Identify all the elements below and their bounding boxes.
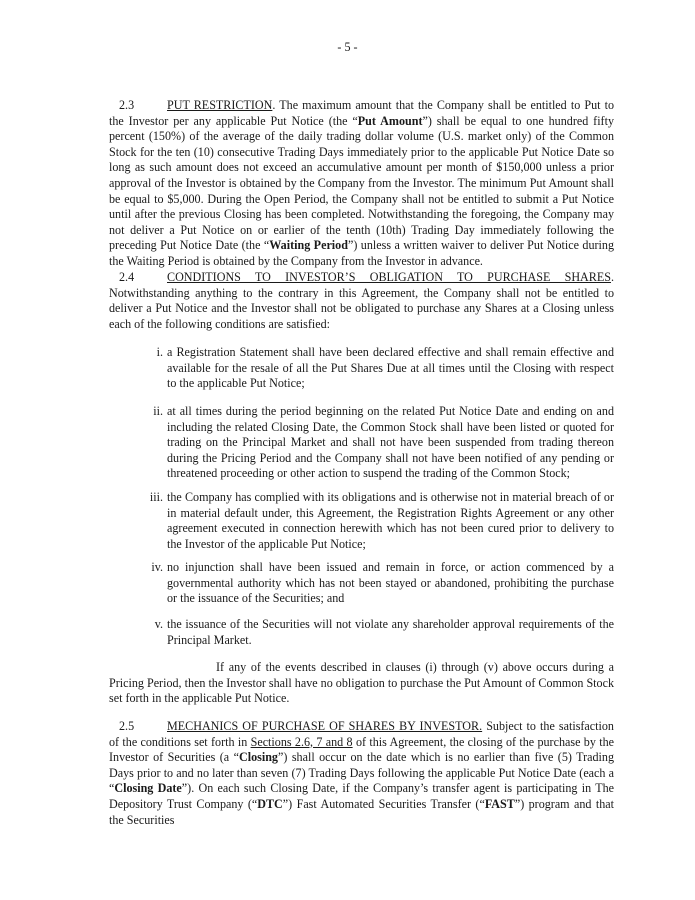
section-reference: Sections 2.6, 7 and 8: [250, 734, 353, 749]
conditions-consequence-paragraph: If any of the events described in clauses (i) through (v) above occurs during a Pricing Period, then the Investor shall have no obligation to purchase the Put Amount of Common Stock set forth in the applicable Put Notice.: [109, 660, 614, 706]
section-2-5: 2.5 MECHANICS OF PURCHASE OF SHARES BY INVESTOR. Subject to the satisfaction of the conditions set forth in Sections 2.6, 7 and 8 of this Agreement, the closing of the purchase by the Investor of Securities (a “Closing”) shall occur on the date which is no earlier than five (5) Trading Days prior to and no later than seven (7) Trading Days following the applicable Put Notice Date (each a “Closing Date”). On each such Closing Date, if the Company’s transfer agent is participating in The Depository Trust Company (“DTC”) Fast Automated Securities Transfer (“FAST”) program and that the Securities: [109, 719, 614, 827]
condition-text: at all times during the period beginning on the related Put Notice Date and ending on and including the related Closing Date, the Common Stock shall have been listed or quoted for trading on the Principal Market and shall not have been suspended from trading thereon during the Pricing Period and the Company shall not have been notified of any pending or threatened proceeding or other action to suspend the trading of the Common Stock;: [167, 404, 614, 481]
condition-text: the issuance of the Securities will not violate any shareholder approval requirements of the Principal Market.: [167, 617, 614, 647]
defined-term-fast: FAST: [484, 796, 515, 811]
section-number: 2.5: [119, 719, 135, 733]
section-number: 2.4: [119, 270, 135, 284]
condition-numeral: iii.: [149, 490, 163, 504]
page-number: - 5 -: [337, 40, 358, 54]
defined-term-put-amount: Put Amount: [357, 113, 423, 128]
section-number: 2.3: [119, 98, 135, 112]
section-2-4: 2.4 CONDITIONS TO INVESTOR’S OBLIGATION TO PURCHASE SHARES. Notwithstanding anything to the contrary in this Agreement, the Company shall not be entitled to deliver a Put Notice and the Investor shall not be obligated to purchase any Shares at a Closing unless each of the following conditions are satisfied:: [109, 270, 614, 331]
condition-text: a Registration Statement shall have been declared effective and shall remain effective and available for the resale of all the Put Shares Due at all times until the Closing with respect to the applicable Put Notice;: [167, 345, 614, 391]
condition-numeral: v.: [154, 617, 163, 631]
condition-text: no injunction shall have been issued and remain in force, or action commenced by a governmental authority which has not been stayed or abandoned, prohibiting the purchase or the issuance of the Securities; and: [167, 560, 614, 606]
condition-numeral: iv.: [151, 560, 163, 574]
condition-text: the Company has complied with its obligations and is otherwise not in material breach of or in material default under, this Agreement, the Registration Rights Agreement or any other agreement executed in connection herewith which has not been cured prior to delivery to the Investor of the applicable Put Notice;: [167, 490, 614, 551]
section-heading: CONDITIONS TO INVESTOR’S OBLIGATION TO PURCHASE SHARES: [167, 270, 611, 284]
condition-numeral: ii.: [153, 404, 163, 418]
section-2-3: 2.3 PUT RESTRICTION. The maximum amount that the Company shall be entitled to Put to the Investor per any applicable Put Notice (the “Put Amount”) shall be equal to one hundred fifty percent (150%) of the average of the daily trading dollar volume (U.S. market only) of the Common Stock for the ten (10) consecutive Trading Days immediately prior to the applicable Put Notice Date so long as such amount does not exceed an accumulative amount per month of $150,000 unless a prior approval of the Investor is obtained by the Company from the Investor. The minimum Put Amount shall be equal to $5,000. During the Open Period, the Company shall not be entitled to submit a Put Notice until after the previous Closing has been completed. Notwithstanding the foregoing, the Company may not deliver a Put Notice on or earlier of the tenth (10th) Trading Day immediately following the preceding Put Notice Date (the “Waiting Period”) unless a written waiver to deliver Put Notice during the Waiting Period is obtained by the Company from the Investor in advance.: [109, 98, 614, 268]
defined-term-waiting-period: Waiting Period: [269, 238, 348, 253]
section-heading: PUT RESTRICTION: [167, 98, 273, 112]
defined-term-closing: Closing: [239, 750, 278, 765]
defined-term-closing-date: Closing Date: [114, 781, 182, 796]
condition-numeral: i.: [156, 345, 163, 359]
defined-term-dtc: DTC: [257, 796, 283, 811]
section-heading: MECHANICS OF PURCHASE OF SHARES BY INVESTOR.: [167, 719, 483, 733]
